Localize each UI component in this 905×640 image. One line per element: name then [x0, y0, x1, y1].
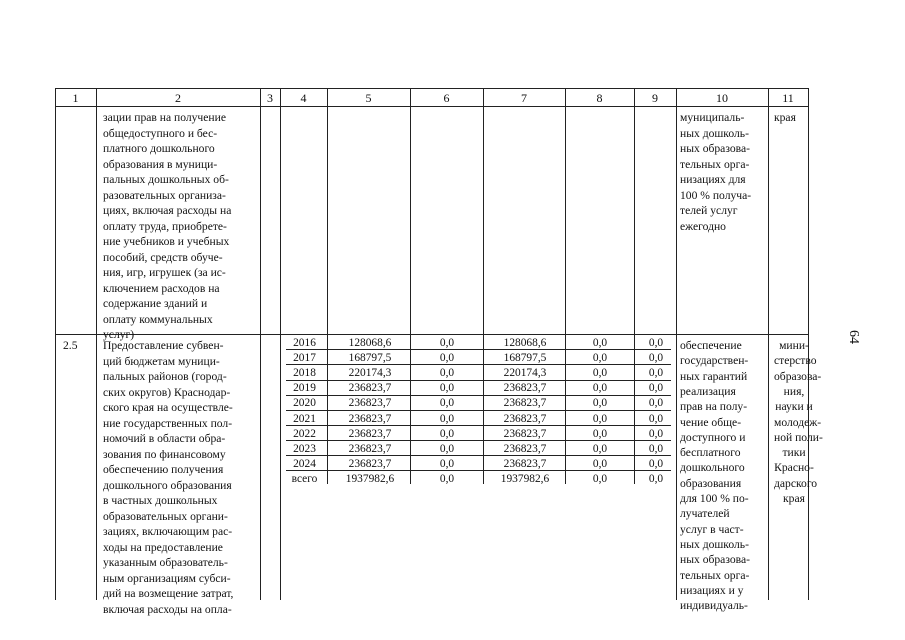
text-line: ций бюджетам муници- [103, 354, 220, 368]
text-line: бесплатного [680, 446, 741, 460]
value-cell: 0,0 [592, 382, 608, 395]
text-line: науки и [775, 400, 813, 414]
text-line: лучателей [680, 507, 730, 521]
value-cell: 0,0 [592, 367, 608, 380]
text-line: реализация [680, 384, 736, 398]
value-cell: 0,0 [648, 442, 664, 455]
text-line: ным организациям субси- [103, 571, 231, 585]
text-line: ежегодно [680, 219, 726, 233]
value-cell: 236823,7 [348, 397, 392, 410]
value-cell: 236823,7 [348, 412, 392, 425]
value-cell: 236823,7 [503, 427, 547, 440]
text-line: пальных районов (город- [103, 370, 227, 383]
value-cell: 220174,3 [503, 367, 547, 380]
value-cell: 0,0 [439, 472, 455, 485]
text-line: платного дошкольного [103, 142, 215, 155]
text-line: зациях, включающим рас- [103, 525, 233, 538]
text-line: зования по финансовому [103, 447, 226, 461]
value-cell: 0,0 [592, 352, 608, 365]
value-cell: 236823,7 [503, 382, 547, 395]
text-line: пособий, средств обуче- [103, 250, 223, 264]
text-line: образова- [774, 369, 822, 383]
value-cell: 1937982,6 [500, 472, 550, 485]
value-cell: 0,0 [648, 337, 664, 349]
text-line: зации прав на получение [103, 111, 226, 124]
text-line: оплату труда, приобрете- [103, 219, 227, 233]
text-line: Предоставление субвен- [103, 339, 224, 352]
value-cell: 0,0 [439, 337, 455, 349]
text-line: тельных орга- [680, 568, 750, 582]
value-cell: 168797,5 [348, 352, 392, 365]
value-cell: 0,0 [439, 457, 455, 470]
text-line: ского края на осуществле- [103, 401, 233, 414]
value-cell: 2024 [293, 457, 316, 470]
value-cell: 0,0 [592, 427, 608, 440]
header-col-1: 1 [72, 91, 79, 105]
text-line: прав на полу- [680, 400, 748, 414]
header-col-11: 11 [782, 91, 794, 105]
text-line: образования [680, 476, 742, 490]
text-line: тельных орга- [680, 157, 750, 171]
value-cell: 0,0 [648, 472, 664, 485]
text-line: дошкольного [680, 461, 745, 475]
text-line: муниципаль- [680, 111, 745, 124]
text-line: образовательных органи- [103, 509, 228, 523]
header-col-3: 3 [267, 91, 273, 105]
text-line: государствен- [680, 354, 749, 368]
value-cell: 236823,7 [348, 427, 392, 440]
value-cell: 0,0 [648, 382, 664, 395]
value-cell: 0,0 [439, 427, 455, 440]
header-col-5: 5 [365, 91, 372, 105]
text-line: низациях и у [680, 583, 744, 597]
header-col-8: 8 [596, 91, 603, 105]
header-col-10: 10 [716, 91, 728, 105]
value-cell: 0,0 [439, 397, 455, 410]
text-line: ние учебников и учебных [103, 235, 230, 248]
text-line: ных дошколь- [680, 126, 749, 140]
value-cell: 0,0 [439, 352, 455, 365]
text-line: чение обще- [680, 415, 742, 429]
text-line: мини- [779, 339, 809, 352]
text-line: ние государственных пол- [103, 416, 233, 430]
header-col-4: 4 [300, 91, 307, 105]
text-line: 100 % получа- [680, 188, 752, 202]
text-line: ных гарантий [680, 369, 748, 383]
value-cell: 0,0 [592, 457, 608, 470]
value-cell: 0,0 [592, 412, 608, 425]
value-cell: 0,0 [648, 427, 664, 440]
text-line: пальных дошкольных об- [103, 173, 229, 186]
value-cell: 236823,7 [503, 442, 547, 455]
text-line: ния, игр, игрушек (за ис- [103, 266, 226, 279]
value-cell: 0,0 [592, 397, 608, 410]
value-cell: 128068,6 [503, 337, 547, 349]
value-cell: 128068,6 [348, 337, 392, 349]
header-col-9: 9 [652, 91, 658, 105]
value-cell: 236823,7 [503, 412, 547, 425]
text-line: индивидуаль- [680, 599, 748, 613]
value-cell: 0,0 [648, 457, 664, 470]
value-cell: 168797,5 [503, 352, 547, 365]
text-line: ной поли- [774, 430, 823, 444]
value-cell: 0,0 [439, 367, 455, 380]
value-cell: 0,0 [439, 382, 455, 395]
value-cell: 2018 [293, 367, 316, 380]
text-line: общедоступного и бес- [103, 126, 218, 140]
value-cell: 2017 [293, 352, 316, 365]
text-line: тики [782, 446, 806, 460]
text-line: молодеж- [774, 415, 822, 429]
value-cell: 0,0 [648, 367, 664, 380]
text-line: обеспечение [680, 339, 742, 352]
value-cell: 2020 [293, 397, 316, 410]
value-cell: 0,0 [648, 412, 664, 425]
text-line: ходы на предоставление [103, 540, 223, 554]
text-line: услуг в част- [680, 522, 744, 536]
text-line: ных образова- [680, 553, 750, 567]
row-number: 2.5 [63, 339, 78, 352]
text-line: края [783, 492, 805, 505]
page-number: 64 [846, 330, 861, 344]
text-line: разовательных организа- [103, 188, 226, 202]
text-line: ния, [783, 384, 805, 398]
value-cell: 236823,7 [348, 457, 392, 470]
value-cell: 2023 [293, 442, 316, 455]
value-cell: 236823,7 [503, 397, 547, 410]
text-line: дий на возмещение затрат, [103, 587, 234, 600]
text-line: телей услуг [680, 204, 738, 217]
value-cell: 0,0 [592, 442, 608, 455]
text-line: края [774, 111, 796, 124]
text-line: оплату коммунальных [103, 312, 213, 326]
value-cell: 1937982,6 [345, 472, 395, 485]
value-cell: 2016 [293, 337, 316, 349]
header-col-6: 6 [443, 91, 450, 105]
text-line: обеспечению получения [103, 463, 224, 476]
text-line: номочий в области обра- [103, 432, 226, 445]
text-line: образования в муници- [103, 157, 218, 171]
value-cell: 0,0 [592, 472, 608, 485]
text-line: содержание зданий и [103, 297, 208, 310]
value-cell: 2022 [293, 427, 316, 440]
text-line: ных образова- [680, 142, 750, 155]
value-cell: 236823,7 [348, 382, 392, 395]
text-line: Красно- [774, 461, 814, 475]
text-line: дарского [774, 476, 818, 490]
value-cell: всего [291, 472, 318, 485]
text-line: низациях для [680, 173, 746, 186]
value-cell: 236823,7 [348, 442, 392, 455]
value-cell: 0,0 [439, 442, 455, 455]
value-cell: 0,0 [648, 352, 664, 365]
text-line: для 100 % по- [680, 492, 749, 505]
text-line: услуг) [103, 328, 135, 341]
text-line: ных дошколь- [680, 537, 749, 551]
text-line: ских округов) Краснодар- [103, 385, 231, 399]
text-line: дошкольного образования [103, 478, 232, 492]
text-line: циях, включая расходы на [103, 204, 232, 217]
text-line: включая расходы на опла- [103, 602, 232, 616]
text-line: в частных дошкольных [103, 494, 218, 507]
header-col-2: 2 [175, 91, 181, 105]
text-line: указанным образователь- [103, 556, 228, 569]
value-cell: 0,0 [439, 412, 455, 425]
value-cell: 2021 [293, 412, 316, 425]
value-cell: 2019 [293, 382, 316, 395]
value-cell: 236823,7 [503, 457, 547, 470]
text-line: доступного и [680, 430, 746, 444]
header-col-7: 7 [521, 91, 527, 105]
value-cell: 0,0 [648, 397, 664, 410]
value-cell: 0,0 [592, 337, 608, 349]
text-line: ключением расходов на [103, 281, 220, 295]
text-line: стерство [774, 354, 817, 368]
value-cell: 220174,3 [348, 367, 392, 380]
